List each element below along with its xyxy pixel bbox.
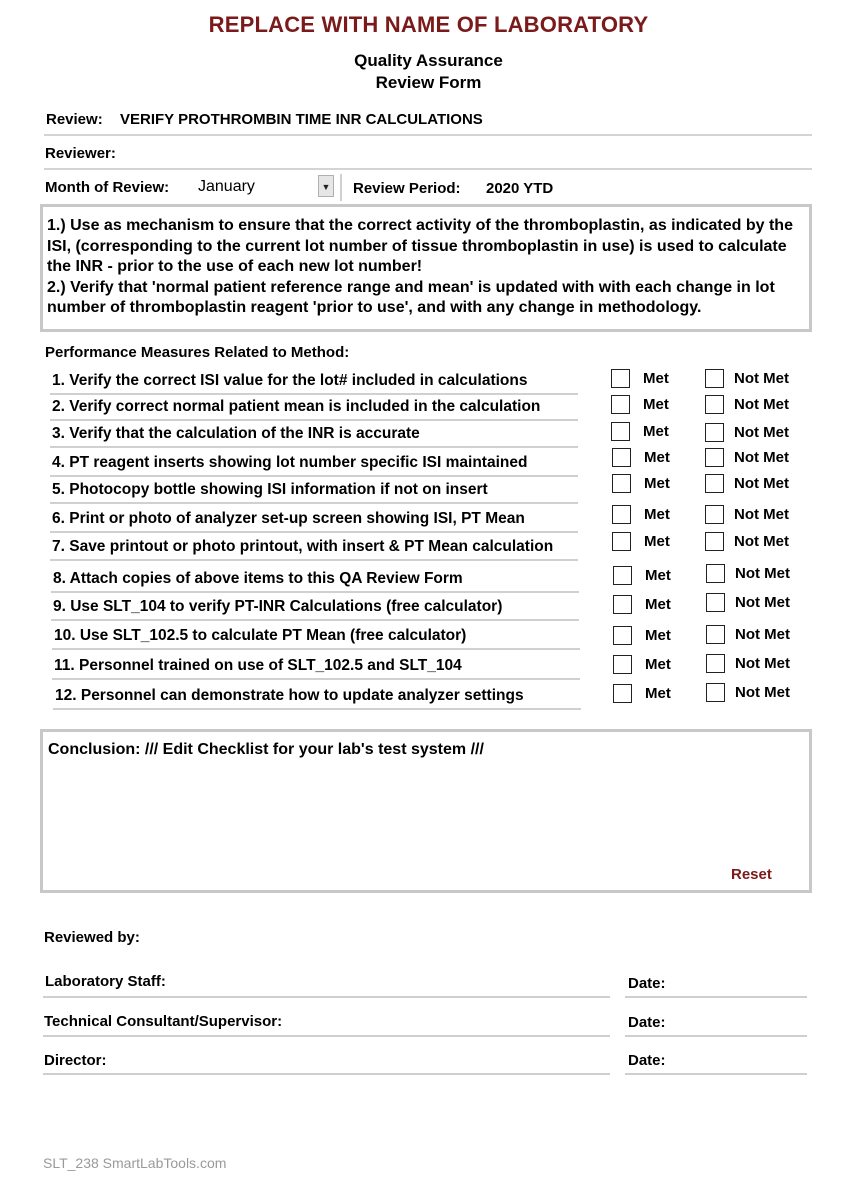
met-label: Met	[645, 627, 671, 644]
not-met-checkbox[interactable]	[705, 532, 724, 551]
review-title: VERIFY PROTHROMBIN TIME INR CALCULATIONS	[120, 111, 483, 128]
not-met-checkbox[interactable]	[705, 448, 724, 467]
met-checkbox[interactable]	[612, 448, 631, 467]
checklist-item: 5. Photocopy bottle showing ISI information if not on insert	[50, 481, 578, 504]
met-checkbox[interactable]	[612, 505, 631, 524]
met-label: Met	[644, 533, 670, 550]
met-label: Met	[645, 656, 671, 673]
consultant-date-line[interactable]	[625, 1035, 807, 1037]
staff-date-label: Date:	[628, 975, 666, 992]
not-met-checkbox[interactable]	[706, 564, 725, 583]
checklist-item: 6. Print or photo of analyzer set-up screen showing ISI, PT Mean	[50, 510, 578, 533]
checklist-item: 10. Use SLT_102.5 to calculate PT Mean (free calculator)	[52, 627, 580, 650]
footer-text: SLT_238 SmartLabTools.com	[43, 1155, 227, 1171]
met-checkbox[interactable]	[611, 422, 630, 441]
chevron-down-icon[interactable]: ▼	[318, 175, 334, 197]
description-box	[40, 204, 812, 332]
reviewer-label: Reviewer:	[45, 145, 116, 162]
reviewed-by-label: Reviewed by:	[44, 929, 140, 946]
not-met-checkbox[interactable]	[705, 423, 724, 442]
met-checkbox[interactable]	[613, 684, 632, 703]
review-period-label: Review Period:	[353, 180, 461, 197]
met-label: Met	[644, 475, 670, 492]
not-met-label: Not Met	[734, 424, 789, 441]
met-checkbox[interactable]	[612, 474, 631, 493]
not-met-checkbox[interactable]	[706, 654, 725, 673]
description-paragraph-1: 1.) Use as mechanism to ensure that the correct activity of the thromboplastin, as indicated by the ISI, (corresponding to the current lot number of tissue thromboplastin in use) is used to calculate the INR - prior to the use of each new lot number!	[47, 217, 793, 275]
review-label: Review:	[46, 111, 103, 128]
met-label: Met	[643, 396, 669, 413]
month-of-review-label: Month of Review:	[45, 179, 170, 196]
form-subtitle-1: Quality Assurance	[354, 51, 503, 70]
not-met-checkbox[interactable]	[705, 369, 724, 388]
staff-date-line[interactable]	[625, 996, 807, 998]
technical-consultant-signature-line[interactable]	[43, 1035, 610, 1037]
not-met-label: Not Met	[734, 449, 789, 466]
not-met-checkbox[interactable]	[706, 683, 725, 702]
not-met-checkbox[interactable]	[706, 593, 725, 612]
conclusion-text: Conclusion: /// Edit Checklist for your lab's test system ///	[48, 741, 484, 758]
met-label: Met	[645, 685, 671, 702]
not-met-label: Not Met	[735, 594, 790, 611]
not-met-checkbox[interactable]	[705, 505, 724, 524]
checklist-item: 7. Save printout or photo printout, with insert & PT Mean calculation	[50, 538, 578, 561]
month-select-value: January	[198, 178, 255, 195]
month-select[interactable]	[192, 174, 342, 201]
checklist-item: 9. Use SLT_104 to verify PT-INR Calculations (free calculator)	[51, 598, 579, 621]
not-met-label: Not Met	[734, 396, 789, 413]
met-label: Met	[644, 506, 670, 523]
not-met-checkbox[interactable]	[705, 395, 724, 414]
checklist-item: 2. Verify correct normal patient mean is included in the calculation	[50, 398, 578, 421]
laboratory-staff-label: Laboratory Staff:	[45, 973, 166, 990]
met-label: Met	[644, 449, 670, 466]
not-met-checkbox[interactable]	[705, 474, 724, 493]
director-date-label: Date:	[628, 1052, 666, 1069]
checklist-item: 11. Personnel trained on use of SLT_102.5 and SLT_104	[52, 657, 580, 680]
not-met-label: Not Met	[734, 533, 789, 550]
checklist-item: 12. Personnel can demonstrate how to update analyzer settings	[53, 687, 581, 710]
director-label: Director:	[44, 1052, 107, 1069]
not-met-label: Not Met	[734, 370, 789, 387]
met-label: Met	[645, 596, 671, 613]
met-checkbox[interactable]	[613, 626, 632, 645]
met-checkbox[interactable]	[611, 395, 630, 414]
not-met-label: Not Met	[735, 684, 790, 701]
met-checkbox[interactable]	[611, 369, 630, 388]
not-met-label: Not Met	[734, 506, 789, 523]
description-paragraph-2: 2.) Verify that 'normal patient reference range and mean' is updated with with each change in lot number of thromboplastin reagent 'prior to use', and with any change in methodology.	[47, 278, 775, 316]
not-met-label: Not Met	[734, 475, 789, 492]
director-date-line[interactable]	[625, 1073, 807, 1075]
consultant-date-label: Date:	[628, 1014, 666, 1031]
met-label: Met	[643, 423, 669, 440]
technical-consultant-label: Technical Consultant/Supervisor:	[44, 1013, 283, 1030]
laboratory-name: REPLACE WITH NAME OF LABORATORY	[208, 12, 649, 37]
checklist-item: 8. Attach copies of above items to this QA Review Form	[51, 570, 579, 593]
met-label: Met	[645, 567, 671, 584]
met-checkbox[interactable]	[613, 595, 632, 614]
not-met-label: Not Met	[735, 565, 790, 582]
met-label: Met	[643, 370, 669, 387]
checklist-item: 3. Verify that the calculation of the INR is accurate	[50, 425, 578, 448]
laboratory-staff-signature-line[interactable]	[43, 996, 610, 998]
not-met-label: Not Met	[735, 655, 790, 672]
met-checkbox[interactable]	[613, 655, 632, 674]
not-met-label: Not Met	[735, 626, 790, 643]
met-checkbox[interactable]	[613, 566, 632, 585]
divider	[44, 134, 812, 136]
not-met-checkbox[interactable]	[706, 625, 725, 644]
reviewer-field[interactable]	[44, 168, 812, 170]
director-signature-line[interactable]	[43, 1073, 610, 1075]
review-period-value: 2020 YTD	[486, 180, 554, 197]
reset-button[interactable]: Reset	[731, 866, 772, 883]
checklist-item: 1. Verify the correct ISI value for the lot# included in calculations	[50, 372, 578, 395]
form-subtitle-2: Review Form	[375, 73, 482, 92]
conclusion-box[interactable]	[40, 729, 812, 893]
performance-measures-heading: Performance Measures Related to Method:	[45, 344, 350, 361]
met-checkbox[interactable]	[612, 532, 631, 551]
checklist-item: 4. PT reagent inserts showing lot number specific ISI maintained	[50, 454, 578, 477]
